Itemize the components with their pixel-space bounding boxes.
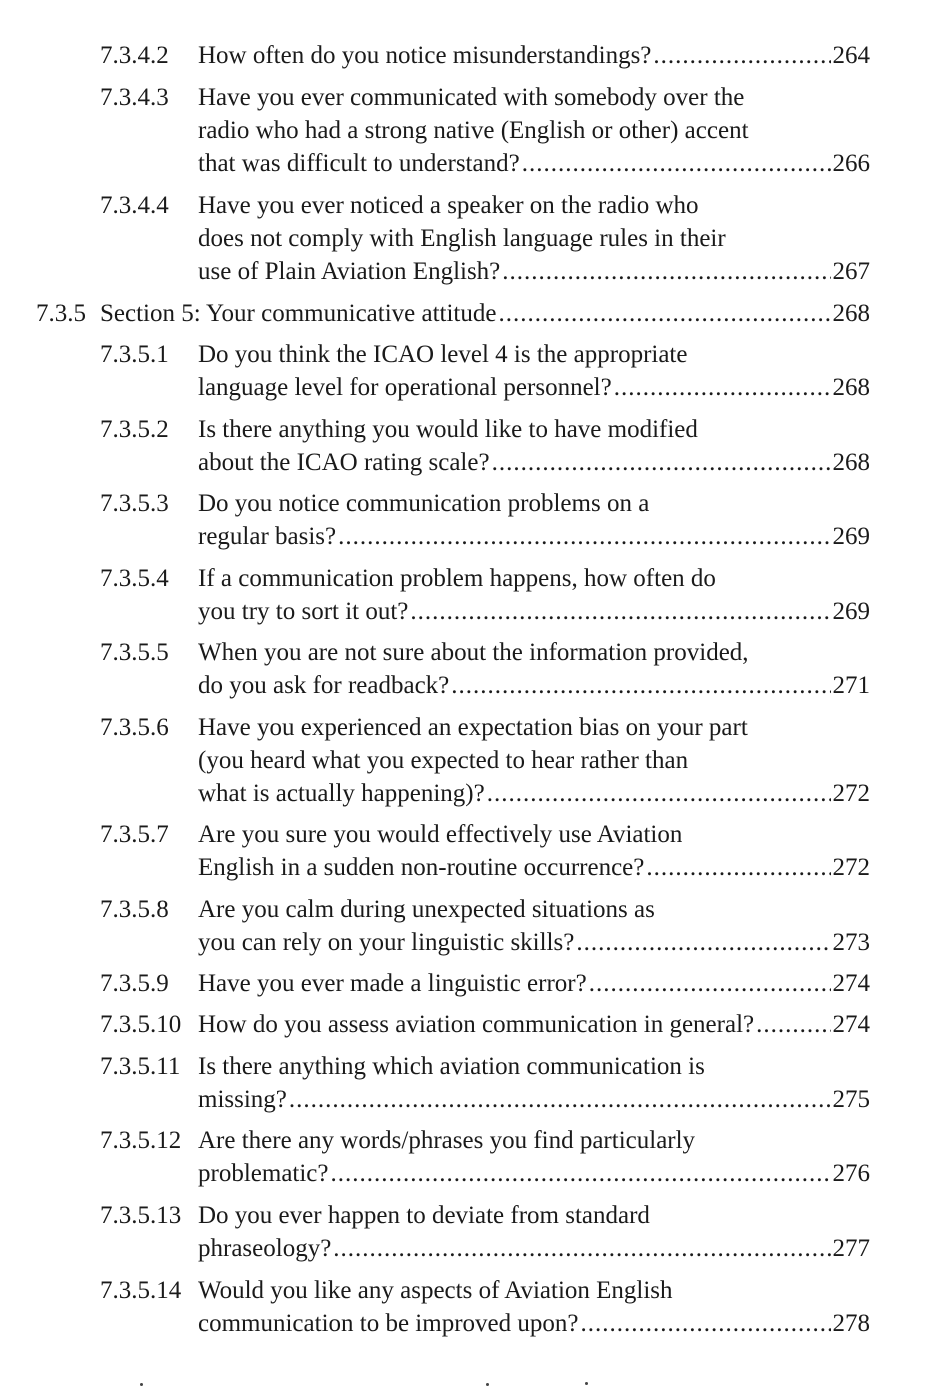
- entry-title-line: [198, 147, 870, 181]
- entry-title-line: Do you notice communication problems on a: [198, 490, 650, 517]
- entry-title-line: If a communication problem happens, how often do: [198, 565, 716, 592]
- entry-title: do you ask for readback?: [198, 672, 450, 699]
- dot-leader: [498, 297, 830, 331]
- dot-leader: [614, 371, 831, 405]
- dot-leader: [653, 39, 830, 73]
- page-number: 264: [832, 42, 870, 69]
- entry-title: use of Plain Aviation English?: [198, 258, 501, 285]
- entry-title: what is actually happening)?: [198, 780, 485, 807]
- entry-title-line: Have you ever communicated with somebody over the: [198, 84, 745, 111]
- entry-title-line: Is there anything you would like to have modified: [198, 416, 698, 443]
- entry-title-line: [198, 1307, 870, 1341]
- entry-title-line: Do you ever happen to deviate from standard: [198, 1202, 650, 1229]
- entry-title: English in a sudden non-routine occurrence?: [198, 854, 645, 881]
- entry-number: 7.3.5.14: [100, 1277, 182, 1304]
- entry-number: 7.3.5.11: [100, 1053, 181, 1080]
- dot-leader: [576, 926, 830, 960]
- entry-title: missing?: [198, 1086, 287, 1113]
- entry-number: 7.3.4.3: [100, 84, 169, 111]
- entry-title-line: [198, 926, 870, 960]
- entry-title-line: [198, 520, 870, 554]
- entry-title-line: Would you like any aspects of Aviation English: [198, 1277, 673, 1304]
- entry-title-line: Is there anything which aviation communication is: [198, 1053, 705, 1080]
- page-number: 268: [832, 449, 870, 476]
- dot-leader: [331, 1157, 831, 1191]
- dot-leader: [333, 1232, 830, 1266]
- entry-title: Have you ever made a linguistic error?: [198, 970, 587, 997]
- entry-title-line: [198, 1157, 870, 1191]
- entry-title-line: [198, 39, 870, 73]
- entry-title: you can rely on your linguistic skills?: [198, 929, 575, 956]
- entry-title-line: [198, 967, 870, 1001]
- entry-title-line: [198, 371, 870, 405]
- entry-title-line: Are you calm during unexpected situations as: [198, 896, 655, 923]
- dot-leader: [451, 669, 830, 703]
- dot-leader: [338, 520, 830, 554]
- page-number: 275: [832, 1086, 870, 1113]
- page-number: 273: [832, 929, 870, 956]
- entry-title-line: [198, 595, 870, 629]
- entry-number: 7.3.5.7: [100, 821, 169, 848]
- section-title: Section 5: Your communicative attitude: [100, 300, 497, 327]
- page-number: 272: [832, 780, 870, 807]
- entry-number: 7.3.4.2: [100, 42, 169, 69]
- entry-title-line: [198, 1008, 870, 1042]
- entry-title-line: Do you think the ICAO level 4 is the appropriate: [198, 341, 688, 368]
- page-number: 268: [832, 300, 870, 327]
- entry-number: 7.3.5.13: [100, 1202, 182, 1229]
- entry-title-line: Have you experienced an expectation bias on your part: [198, 714, 748, 741]
- dot-leader: [487, 777, 831, 811]
- page-number: 266: [832, 150, 870, 177]
- dot-leader: [522, 147, 831, 181]
- entry-title-line: [198, 1083, 870, 1117]
- entry-title-line: Are you sure you would effectively use Aviation: [198, 821, 683, 848]
- entry-number: 7.3.5.12: [100, 1127, 182, 1154]
- dot-leader: [589, 967, 831, 1001]
- page-number: 274: [832, 970, 870, 997]
- page-number: 278: [832, 1310, 870, 1337]
- entry-title-line: radio who had a strong native (English or other) accent: [198, 117, 749, 144]
- dot-leader: [580, 1307, 830, 1341]
- page-number: 276: [832, 1160, 870, 1187]
- scan-speck: [486, 1383, 489, 1386]
- entry-number: 7.3.5.3: [100, 490, 169, 517]
- entry-title-line: [198, 851, 870, 885]
- entry-title-line: Have you ever noticed a speaker on the radio who: [198, 192, 699, 219]
- dot-leader: [646, 851, 830, 885]
- entry-title-line: [100, 297, 870, 331]
- entry-number: 7.3.5.6: [100, 714, 169, 741]
- entry-number: 7.3.5.5: [100, 639, 169, 666]
- page-number: 269: [832, 598, 870, 625]
- entry-number: 7.3.5.1: [100, 341, 169, 368]
- entry-title: you try to sort it out?: [198, 598, 409, 625]
- entry-title: language level for operational personnel?: [198, 374, 612, 401]
- entry-number: 7.3.5.10: [100, 1011, 182, 1038]
- entry-title: that was difficult to understand?: [198, 150, 520, 177]
- page-number: 267: [832, 258, 870, 285]
- scan-speck: [585, 1382, 588, 1385]
- entry-title: communication to be improved upon?: [198, 1310, 579, 1337]
- section-number: 7.3.5: [36, 300, 86, 327]
- entry-title-line: [198, 446, 870, 480]
- dot-leader: [502, 255, 830, 289]
- entry-title: How often do you notice misunderstandings?: [198, 42, 652, 69]
- entry-title: about the ICAO rating scale?: [198, 449, 490, 476]
- entry-number: 7.3.5.2: [100, 416, 169, 443]
- scan-speck: [140, 1383, 143, 1386]
- page-number: 277: [832, 1235, 870, 1262]
- dot-leader: [289, 1083, 831, 1117]
- entry-title-line: [198, 1232, 870, 1266]
- entry-title-line: [198, 255, 870, 289]
- entry-number: 7.3.5.8: [100, 896, 169, 923]
- entry-title: phraseology?: [198, 1235, 332, 1262]
- dot-leader: [492, 446, 831, 480]
- page-number: 269: [832, 523, 870, 550]
- entry-title: How do you assess aviation communication in general?: [198, 1011, 755, 1038]
- dot-leader: [410, 595, 830, 629]
- page-number: 271: [832, 672, 870, 699]
- entry-number: 7.3.5.9: [100, 970, 169, 997]
- entry-title-line: does not comply with English language rules in their: [198, 225, 726, 252]
- entry-title-line: [198, 669, 870, 703]
- page-number: 268: [832, 374, 870, 401]
- entry-title-line: [198, 777, 870, 811]
- entry-title: problematic?: [198, 1160, 329, 1187]
- entry-title-line: (you heard what you expected to hear rather than: [198, 747, 689, 774]
- entry-title: regular basis?: [198, 523, 337, 550]
- page-number: 274: [832, 1011, 870, 1038]
- entry-number: 7.3.5.4: [100, 565, 169, 592]
- page-number: 272: [832, 854, 870, 881]
- dot-leader: [756, 1008, 830, 1042]
- entry-number: 7.3.4.4: [100, 192, 169, 219]
- entry-title-line: Are there any words/phrases you find particularly: [198, 1127, 696, 1154]
- entry-title-line: When you are not sure about the information provided,: [198, 639, 749, 666]
